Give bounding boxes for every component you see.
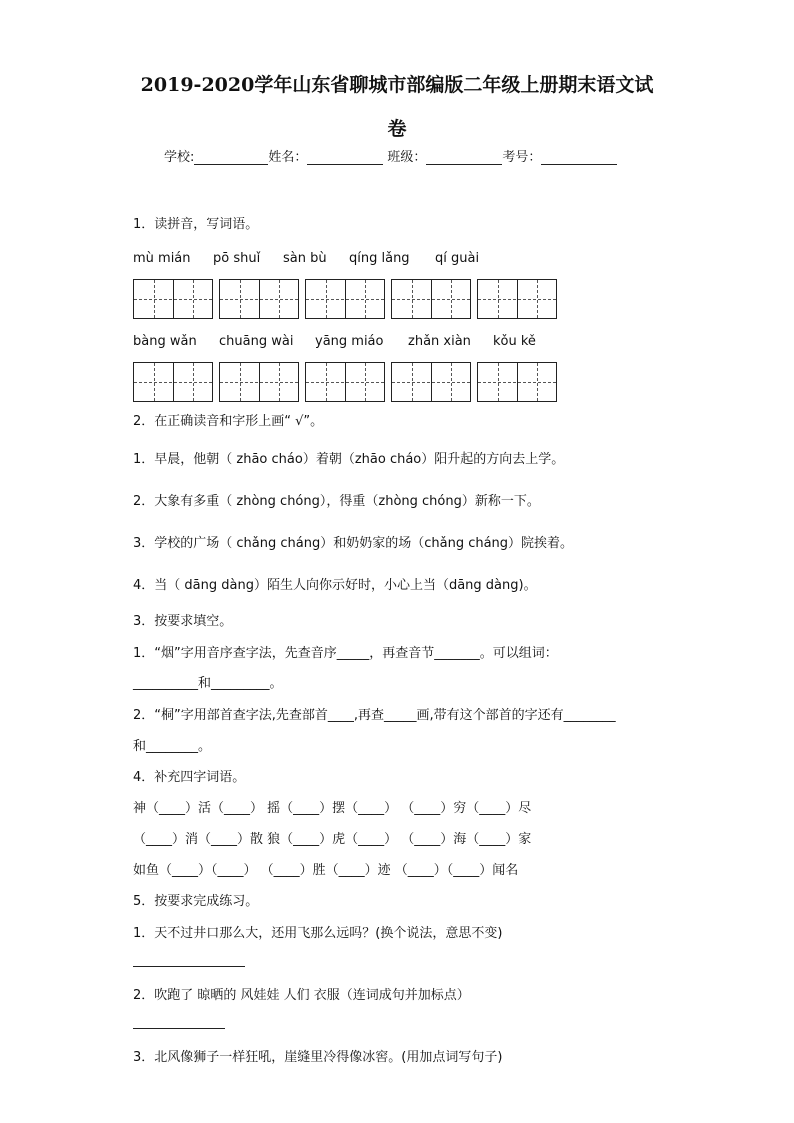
q4-heading: 4．补充四字词语。 xyxy=(133,770,246,785)
pinyin-label: chuāng wài xyxy=(219,334,294,349)
q3-item-2: 2．“桐”字用部首查字法,先查部首____,再查_____画,带有这个部首的字还有________ xyxy=(133,708,616,723)
tianzige-box[interactable] xyxy=(219,362,299,402)
number-label: 考号： xyxy=(502,150,542,165)
q4-row-1: 神（____）活（____） 摇（____）摆（____） （____）穷（____）尽 xyxy=(133,801,532,816)
answer-line[interactable] xyxy=(133,1028,225,1029)
q2-item-1: 1．早晨，他朝（ zhāo cháo）着朝（zhāo cháo）阳升起的方向去上学。 xyxy=(133,452,565,467)
q2-item-2: 2．大象有多重（ zhòng chóng），得重（zhòng chóng）新称一下。 xyxy=(133,494,540,509)
tianzige-box[interactable] xyxy=(305,362,385,402)
pinyin-label: yāng miáo xyxy=(315,334,384,349)
q5-item-3: 3．北风像狮子一样狂吼，崖缝里冷得像冰窖。(用加点词写句子) xyxy=(133,1050,503,1065)
class-field[interactable] xyxy=(426,150,502,165)
q1-heading: 1．读拼音，写词语。 xyxy=(133,217,259,232)
tianzige-box[interactable] xyxy=(305,279,385,319)
q2-item-3: 3．学校的广场（ chǎng cháng）和奶奶家的场（chǎng cháng）院挨着。 xyxy=(133,536,574,551)
answer-line[interactable] xyxy=(133,966,245,967)
tianzige-box[interactable] xyxy=(133,279,213,319)
pinyin-label: qí guài xyxy=(435,251,480,266)
tianzige-box[interactable] xyxy=(133,362,213,402)
tianzige-box[interactable] xyxy=(477,362,557,402)
tianzige-box[interactable] xyxy=(477,279,557,319)
q3-item-1-continued: __________和_________。 xyxy=(133,676,283,691)
page-title: 2019-2020学年山东省聊城市部编版二年级上册期末语文试 xyxy=(140,74,654,96)
q5-item-2: 2．吹跑了 晾晒的 风娃娃 人们 衣服（连词成句并加标点） xyxy=(133,988,470,1003)
class-label: 班级： xyxy=(387,150,427,165)
pinyin-label: pō shuǐ xyxy=(213,251,261,266)
name-field[interactable] xyxy=(307,150,383,165)
pinyin-label: qíng lǎng xyxy=(349,251,410,266)
q3-heading: 3．按要求填空。 xyxy=(133,614,233,629)
pinyin-label: sàn bù xyxy=(283,251,327,266)
tianzige-box[interactable] xyxy=(391,362,471,402)
student-info-row xyxy=(164,146,617,165)
school-field[interactable] xyxy=(194,150,268,165)
q2-heading: 2．在正确读音和字形上画“ √”。 xyxy=(133,414,324,429)
q4-row-2: （____）消（____）散 狼（____）虎（____） （____）海（____）家 xyxy=(133,832,532,847)
pinyin-label: kǒu kě xyxy=(493,334,536,349)
tianzige-box[interactable] xyxy=(391,279,471,319)
pinyin-label: mù mián xyxy=(133,251,191,266)
pinyin-label: zhǎn xiàn xyxy=(408,334,471,349)
q5-item-1: 1．天不过井口那么大，还用飞那么远吗？(换个说法，意思不变) xyxy=(133,926,503,941)
school-label: 学校: xyxy=(164,150,195,165)
page-title-continued: 卷 xyxy=(387,118,407,140)
tianzige-box[interactable] xyxy=(219,279,299,319)
q4-row-3: 如鱼（____）（____） （____）胜（____）迹 （____）（____）闻名 xyxy=(133,863,519,878)
name-label: 姓名： xyxy=(268,150,308,165)
q2-item-4: 4．当（ dāng dàng）陌生人向你示好时，小心上当（dāng dàng)。 xyxy=(133,578,537,593)
q3-item-1: 1．“烟”字用音序查字法，先查音序_____，再查音节_______。可以组词： xyxy=(133,646,558,661)
q3-item-2-continued: 和________。 xyxy=(133,739,212,754)
q5-heading: 5．按要求完成练习。 xyxy=(133,894,259,909)
number-field[interactable] xyxy=(541,150,617,165)
pinyin-label: bàng wǎn xyxy=(133,334,197,349)
